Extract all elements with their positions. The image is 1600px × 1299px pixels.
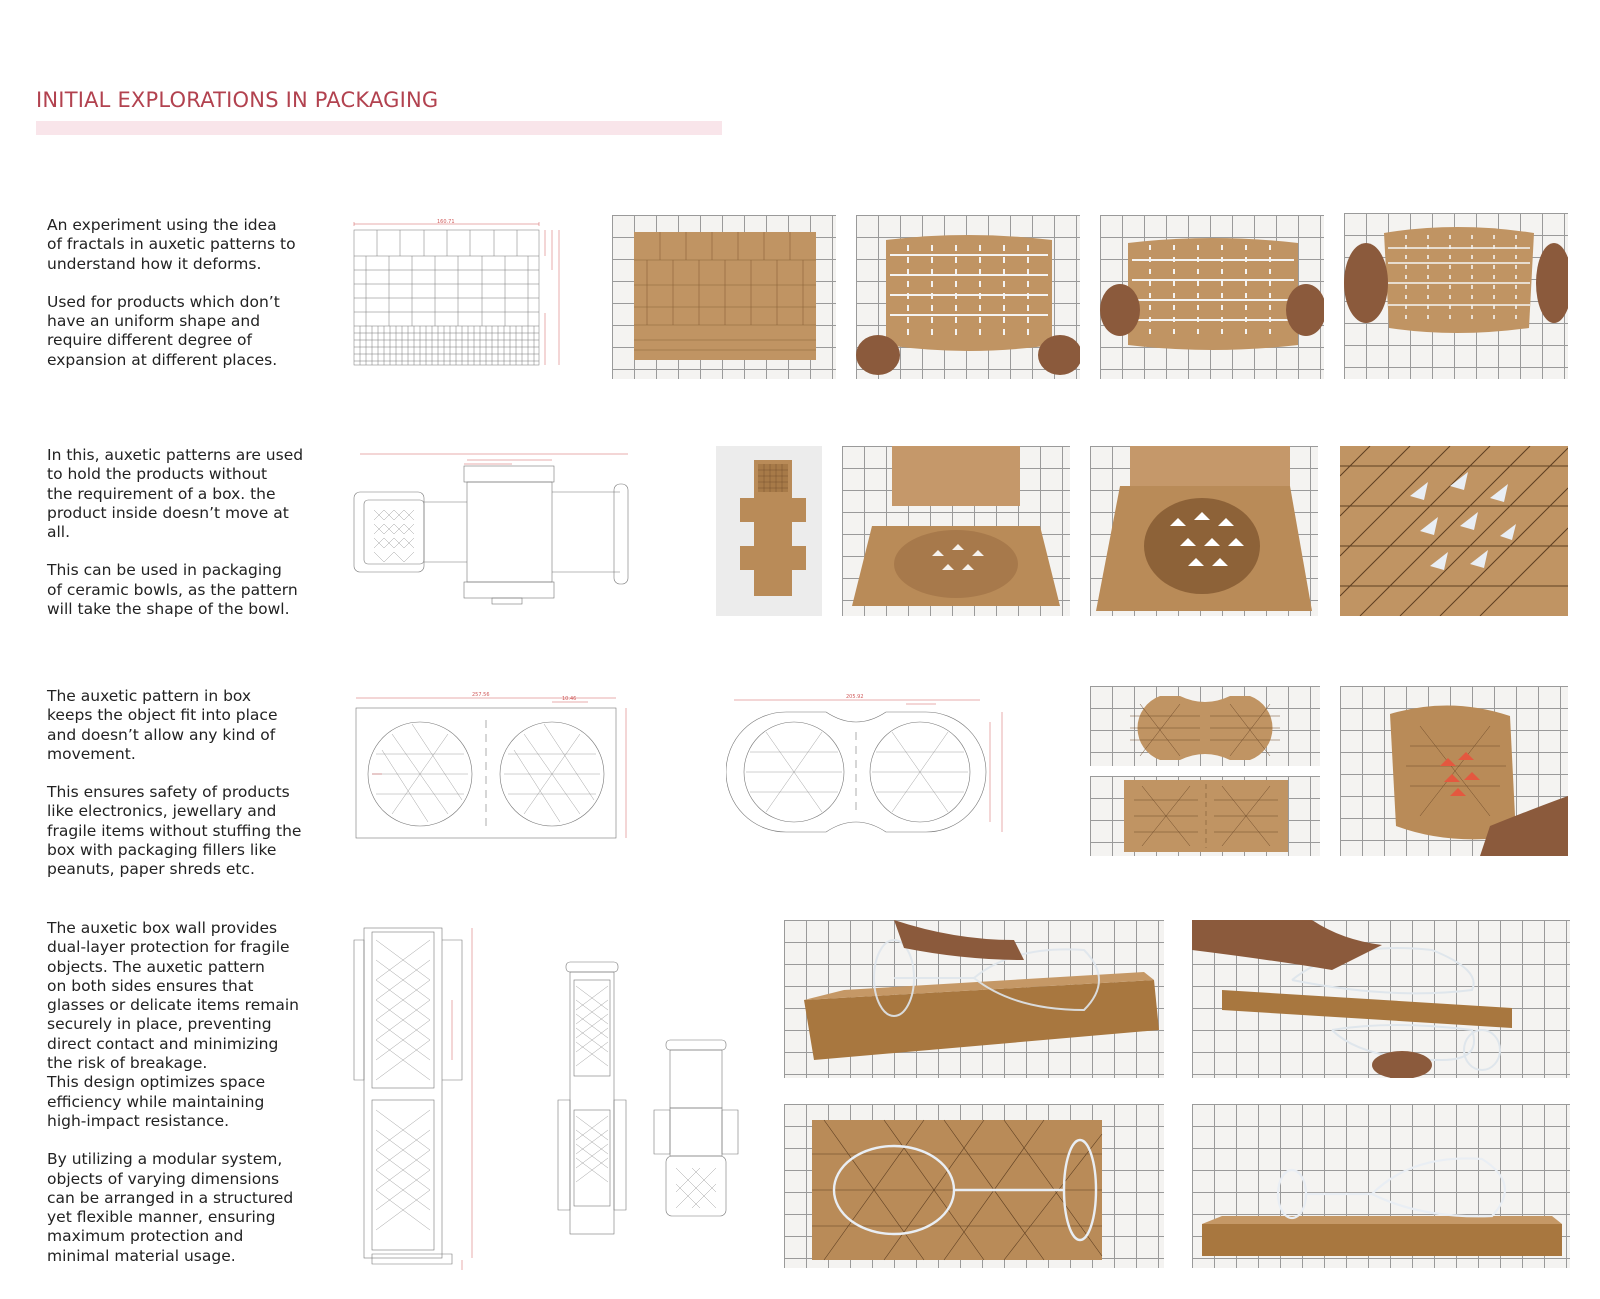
glass-in-tray-top-view-photo [784,1104,1164,1268]
section-4-paragraph-1: The auxetic box wall provides dual-layer protection for fragile objects. The auxetic pattern on both sides ensures that glasses or delicate items remain securely in place, preventing direct contact and minimizing the risk of breakage. This design optimizes space efficiency while maintaining high-impact resistance. [47,919,299,1130]
fractal-pattern-drawing [352,218,574,378]
title-underline-bar [36,121,722,135]
rectangular-cutout-photo [1090,776,1320,856]
box-net-drawing [352,452,644,612]
box-with-bowl-top-photo [1090,446,1318,616]
stretched-sheet-photo-1 [856,215,1080,379]
glass-on-auxetic-box-photo-1 [784,920,1164,1078]
section-1-paragraph-2: Used for products which don’t have an uniform shape and require different degree of expansion at different places. [47,292,280,369]
box-net-photo [716,446,822,616]
flat-auxetic-sheet-photo [612,215,836,379]
glass-in-tray-side-view-photo [1192,1104,1570,1268]
small-box-net-drawing [652,1038,740,1238]
page-title: INITIAL EXPLORATIONS IN PACKAGING [36,88,439,112]
single-wall-strip-drawing [556,960,638,1236]
open-box-bowl-photo [842,446,1070,616]
peanut-shape-drawing [726,692,1018,842]
section-4-paragraph-2: By utilizing a modular system, objects of varying dimensions can be arranged in a structured yet flexible manner, ensuring maximum protection and minimal material usage. [47,1150,294,1265]
section-3-description [47,687,317,899]
section-1-description [47,216,317,389]
section-1-paragraph-1: An experiment using the idea of fractals in auxetic patterns to understand how it deforms. [47,216,296,273]
long-box-wall-drawing [352,920,492,1272]
section-2-description [47,446,317,638]
hand-holding-object-photo [1340,686,1568,856]
glass-on-auxetic-box-photo-2 [1192,920,1570,1078]
section-2-paragraph-1: In this, auxetic patterns are used to hold the products without the requirement of a box. the product inside doesn’t move at all. [47,446,304,542]
section-3-paragraph-1: The auxetic pattern in box keeps the object fit into place and doesn’t allow any kind of movement. [47,687,278,763]
section-3-paragraph-2: This ensures safety of products like electronics, jewellary and fragile items without stuffing the box with packaging fillers like peanuts, paper shreds etc. [47,783,302,879]
double-circle-box-drawing [352,690,636,846]
dim-gap: 10.46 [562,696,577,702]
stretched-sheet-photo-3 [1344,213,1568,379]
peanut-cutout-photo [1090,686,1320,766]
section-2-paragraph-2: This can be used in packaging of ceramic bowls, as the pattern will take the shape of the bowl. [47,561,298,619]
dim-width: 160.71 [437,219,455,225]
section-4-description [47,919,317,1285]
dim-peanut-width: 205.92 [846,694,864,700]
dim-box-width: 257.56 [472,692,490,698]
auxetic-closeup-photo [1340,446,1568,616]
stretched-sheet-photo-2 [1100,215,1324,379]
